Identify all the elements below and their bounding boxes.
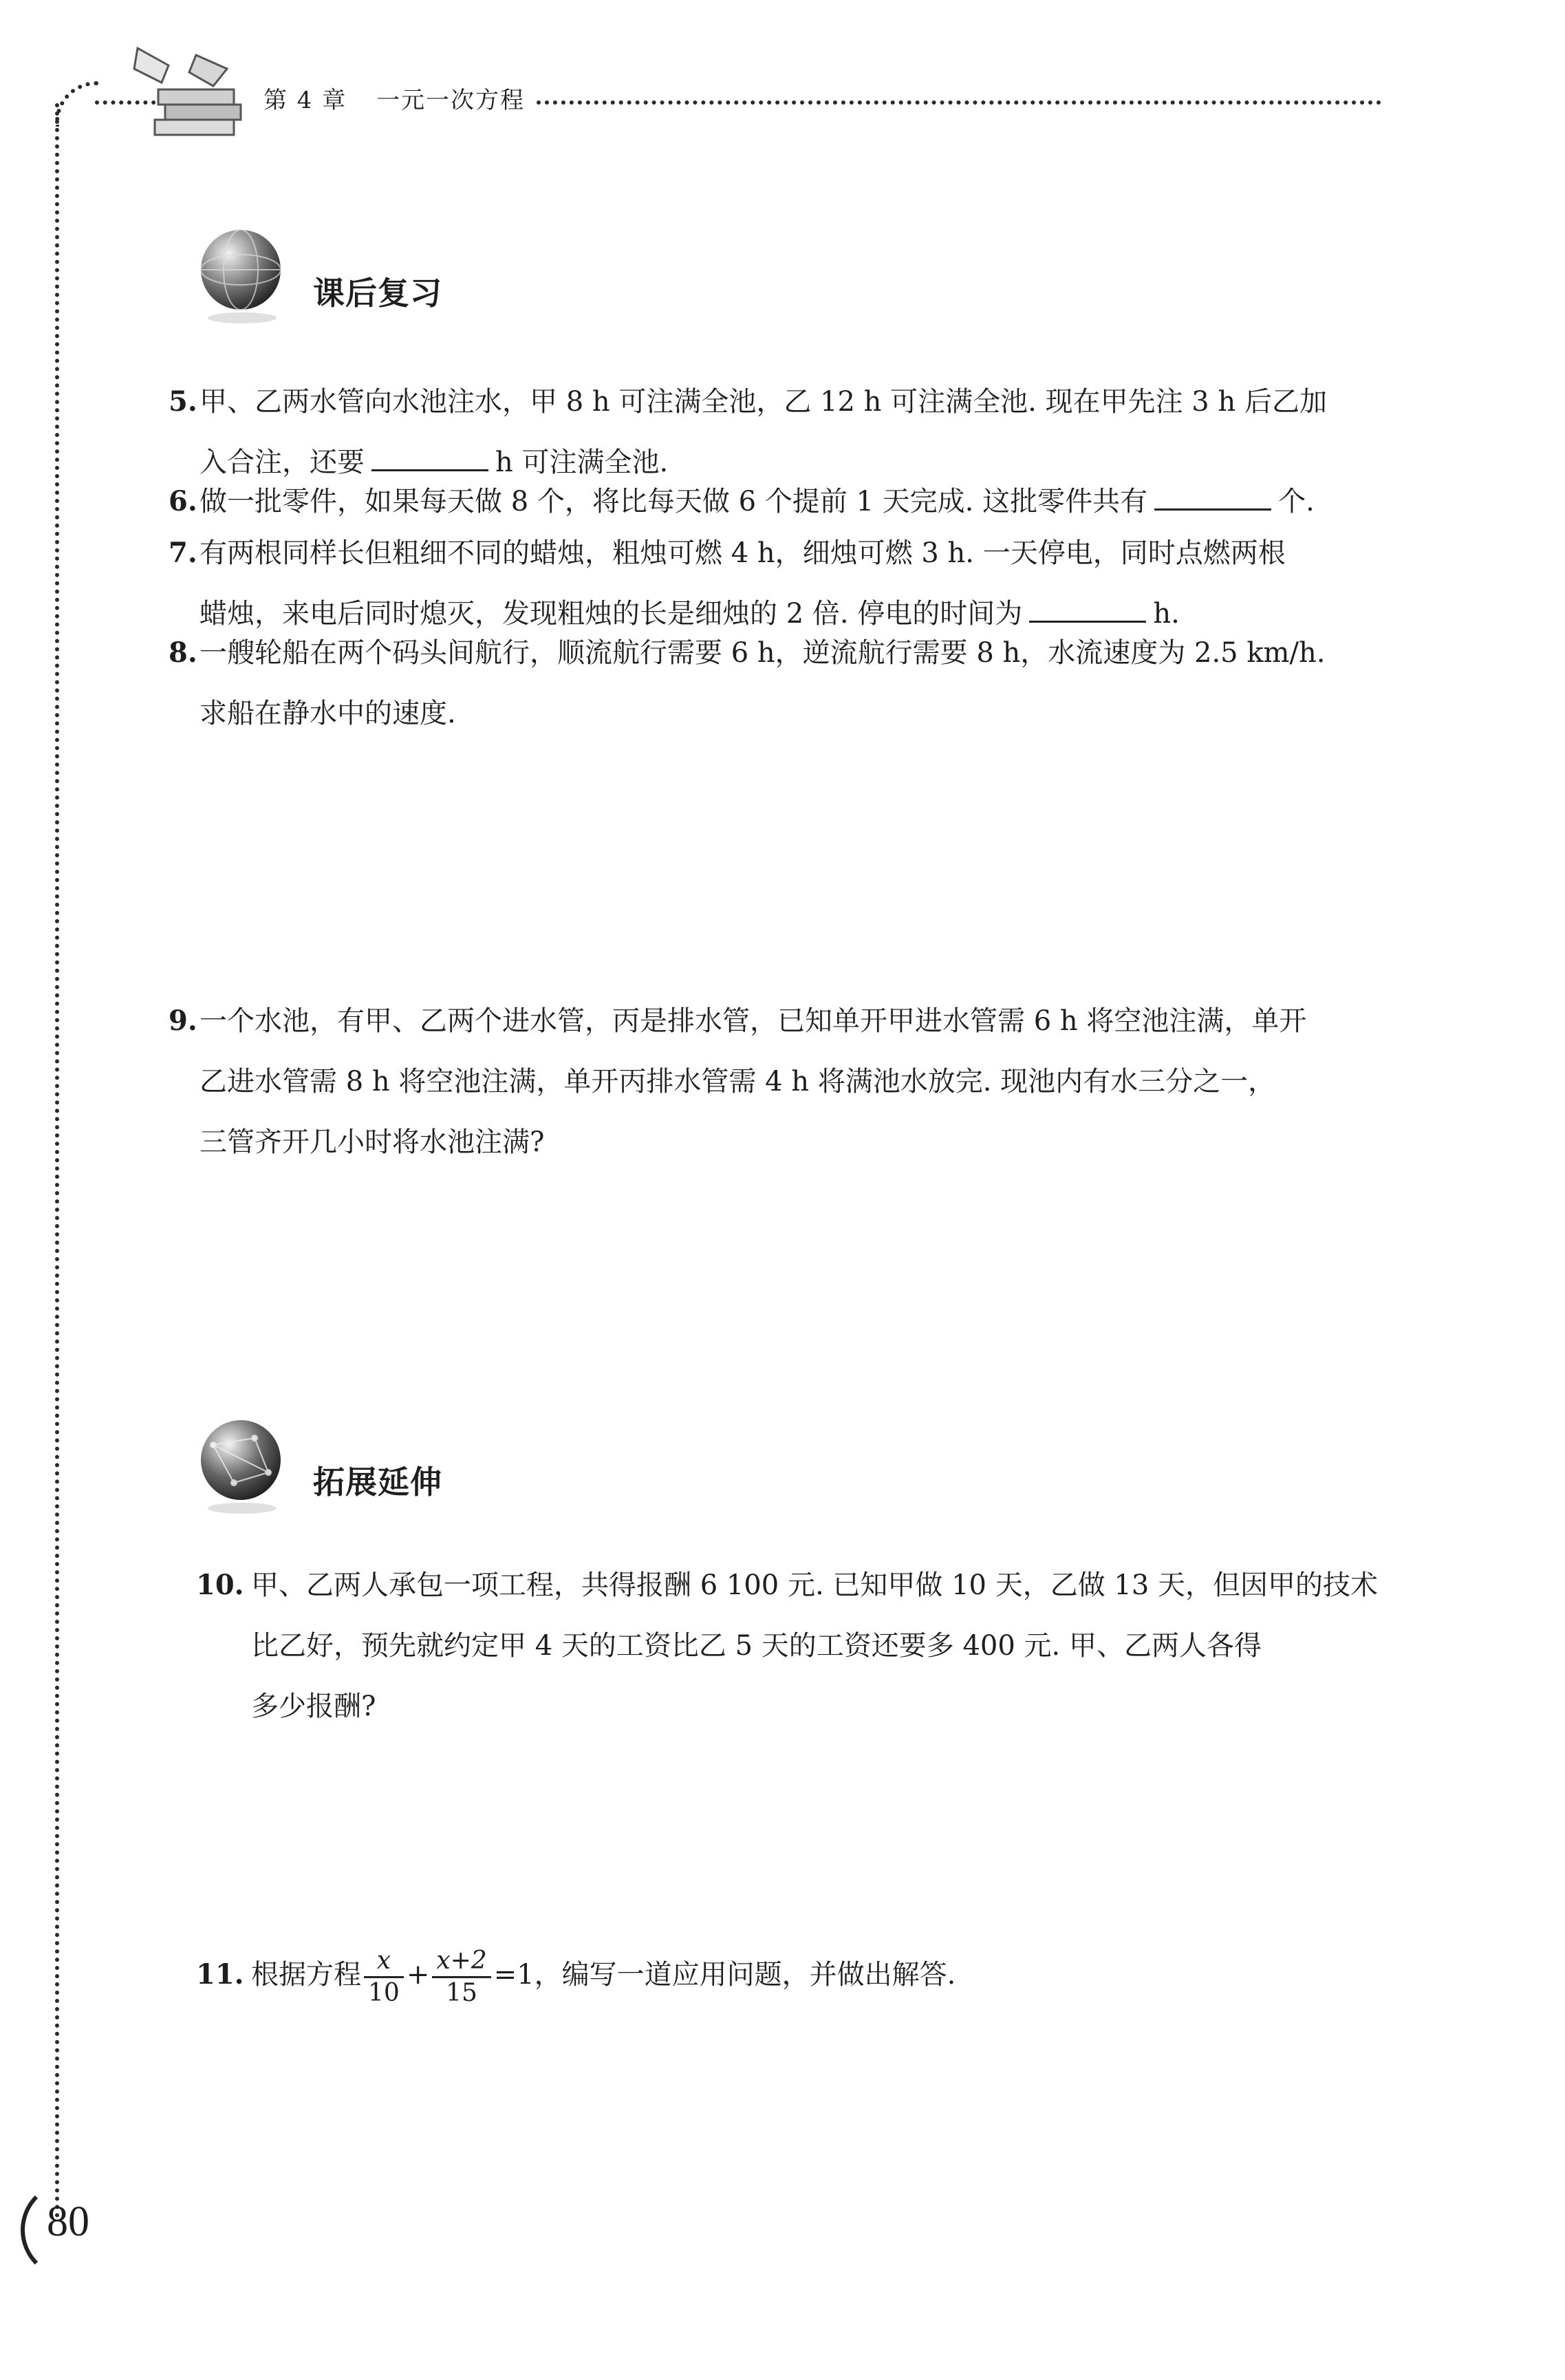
question-number: 6. — [169, 485, 197, 517]
question-text: =1，编写一道应用问题，并做出解答. — [493, 1959, 956, 1991]
question-text-line: 比乙好，预先就约定甲 4 天的工资比乙 5 天的工资还要多 400 元. 甲、乙两人各得 — [251, 1630, 1262, 1662]
books-icon — [131, 41, 255, 144]
question-text-line: 一个水池，有甲、乙两个进水管，丙是排水管，已知单开甲进水管需 6 h 将空池注满，单开 — [199, 1005, 1307, 1037]
question-text-line: 三管齐开几小时将水池注满? — [199, 1126, 545, 1158]
question-text-line: 蜡烛，来电后同时熄灭，发现粗烛的长是细烛的 2 倍. 停电的时间为 h. — [199, 598, 1180, 630]
question-text-line: 做一批零件，如果每天做 8 个，将比每天做 6 个提前 1 天完成. 这批零件共有 个. — [199, 486, 1315, 517]
question-text-line: 有两根同样长但粗细不同的蜡烛，粗烛可燃 4 h，细烛可燃 3 h. 一天停电，同时点燃两根 — [199, 537, 1286, 569]
question-text-line: 一艘轮船在两个码头间航行，顺流航行需要 6 h，逆流航行需要 8 h，水流速度为 2.5 km/h. — [199, 637, 1326, 669]
question-text-line: 多少报酬? — [251, 1691, 376, 1722]
question-text-line: 甲、乙两人承包一项工程，共得报酬 6 100 元. 已知甲做 10 天，乙做 13 天，但因甲的技术 — [251, 1569, 1379, 1601]
question-9 — [169, 991, 1390, 1172]
margin-dotted-line — [55, 103, 59, 2219]
header-dotted-line-right — [537, 100, 1381, 105]
question-8 — [169, 623, 1390, 744]
section-title-extension: 拓展延伸 — [313, 1464, 442, 1501]
plus-sign: + — [406, 1959, 430, 1991]
question-number: 8. — [169, 636, 197, 669]
header-border-corner — [55, 81, 100, 127]
running-header — [263, 81, 546, 115]
question-11 — [196, 1937, 1390, 2013]
chapter-title: 一元一次方程 — [376, 87, 526, 114]
question-number: 5. — [169, 385, 197, 418]
question-text-line: 入合注，还要 h 可注满全池. — [199, 447, 669, 478]
question-10 — [196, 1555, 1390, 1737]
question-number: 10. — [196, 1569, 244, 1601]
question-text-line: 乙进水管需 8 h 将空池注满，单开丙排水管需 4 h 将满池水放完. 现池内有水三分之一， — [199, 1066, 1276, 1097]
globe-icon — [193, 227, 296, 327]
chapter-label: 第 4 章 — [263, 87, 347, 114]
question-number: 9. — [169, 1005, 197, 1037]
question-number: 11. — [196, 1958, 244, 1991]
answer-blank[interactable] — [371, 449, 488, 471]
question-text: 根据方程 — [251, 1959, 361, 1991]
fraction-x-over-10: $\frac{x}{10}$ — [364, 1946, 404, 2008]
network-globe-icon — [193, 1417, 296, 1517]
question-text-line: 甲、乙两水管向水池注水，甲 8 h 可注满全池，乙 12 h 可注满全池. 现在甲先注 3 h 后乙加 — [199, 386, 1327, 418]
fraction-x-plus-2-over-15: $\frac{x+2}{15}$ — [432, 1946, 490, 2008]
question-number: 7. — [169, 537, 197, 569]
section-title-review: 课后复习 — [313, 275, 442, 312]
question-text-line: 求船在静水中的速度. — [199, 698, 456, 729]
page-number: 80 — [47, 2198, 89, 2245]
answer-blank[interactable] — [1029, 600, 1146, 623]
answer-blank[interactable] — [1154, 488, 1271, 511]
